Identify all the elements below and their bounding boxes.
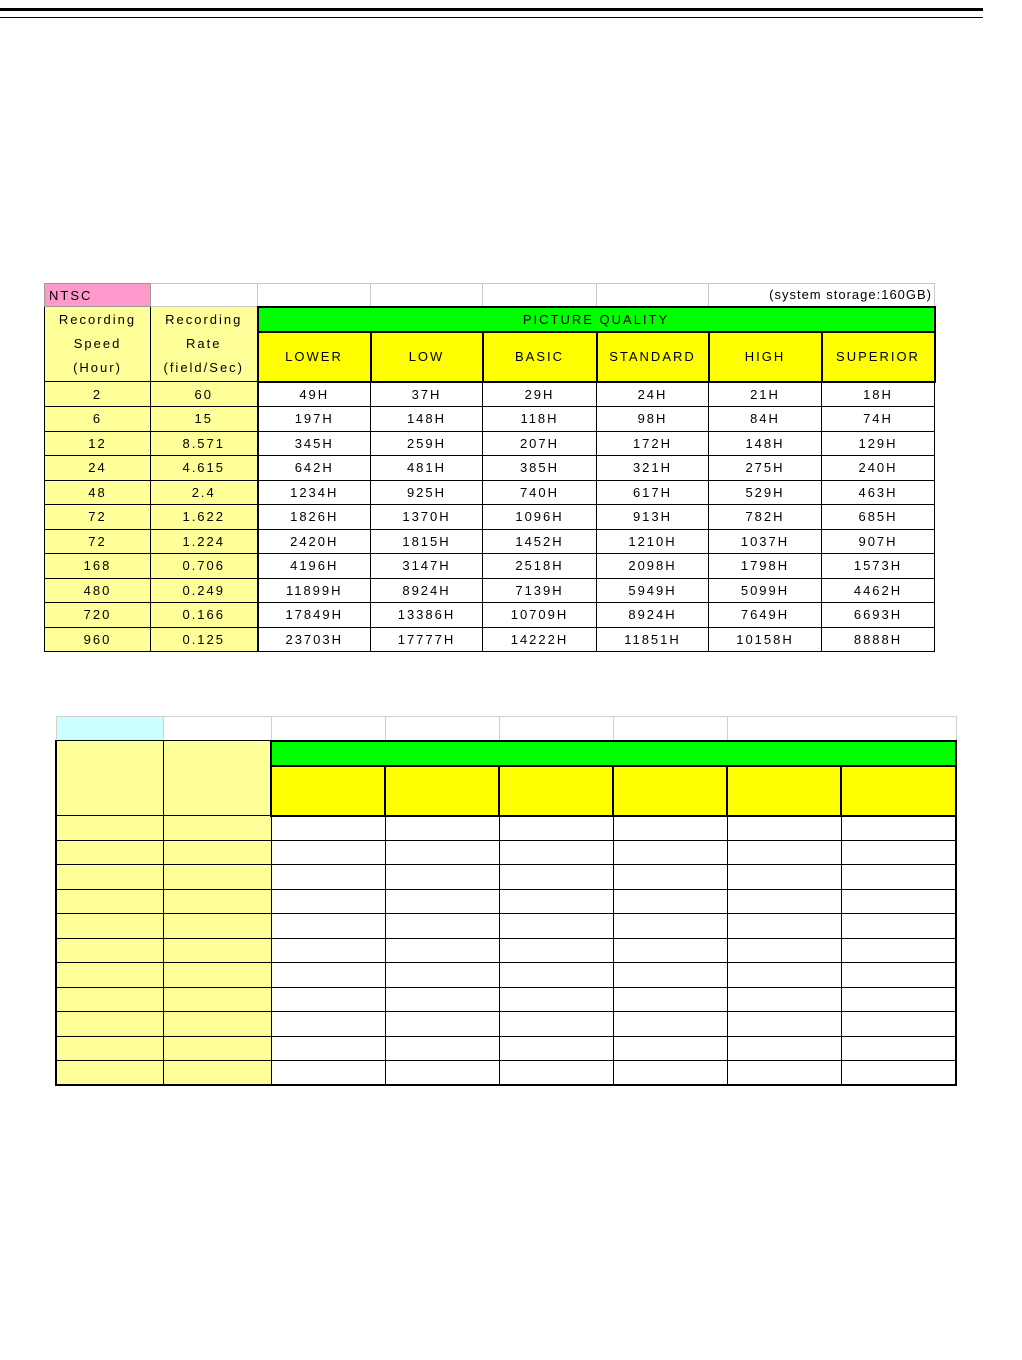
table-row (45, 554, 935, 579)
hours-cell-empty (385, 840, 499, 865)
table-row (56, 1036, 956, 1061)
hours-cell-empty (727, 914, 841, 939)
speed-cell: 480 (45, 578, 151, 603)
speed-cell: 2 (45, 382, 151, 407)
hours-cell-empty (727, 963, 841, 988)
hours-cell-empty (727, 840, 841, 865)
hours-cell-empty (841, 963, 956, 988)
hours-cell-empty (499, 938, 613, 963)
rate-cell-empty (163, 963, 271, 988)
hours-cell: 207H (483, 431, 597, 456)
hours-cell-empty (613, 1036, 727, 1061)
hours-cell: 5099H (709, 578, 822, 603)
hours-cell-empty (271, 987, 385, 1012)
hours-cell-empty (499, 889, 613, 914)
hours-cell-empty (613, 987, 727, 1012)
hours-cell: 907H (822, 529, 935, 554)
hours-cell: 172H (597, 431, 709, 456)
table-row (45, 431, 935, 456)
hours-cell-empty (499, 865, 613, 890)
speed-cell-empty (56, 816, 163, 841)
hours-cell-empty (499, 1061, 613, 1086)
hours-cell: 1798H (709, 554, 822, 579)
rate-header-empty (163, 741, 271, 816)
rate-cell: 60 (151, 382, 258, 407)
hours-cell: 617H (597, 480, 709, 505)
hours-cell: 4196H (258, 554, 371, 579)
speed-cell: 168 (45, 554, 151, 579)
region-label-cell-empty (56, 717, 163, 741)
hours-cell: 529H (709, 480, 822, 505)
hours-cell: 84H (709, 407, 822, 432)
table-row (56, 816, 956, 841)
quality-level-header-empty (727, 766, 841, 816)
hours-cell: 8888H (822, 627, 935, 652)
hours-cell-empty (727, 1012, 841, 1037)
hours-cell: 7649H (709, 603, 822, 628)
hours-cell-empty (385, 914, 499, 939)
hours-cell-empty (841, 1012, 956, 1037)
hours-cell: 1234H (258, 480, 371, 505)
rate-cell: 2.4 (151, 480, 258, 505)
hours-cell-empty (271, 963, 385, 988)
rate-cell-empty (163, 840, 271, 865)
speed-cell-empty (56, 987, 163, 1012)
rate-cell: 0.125 (151, 627, 258, 652)
hours-cell-empty (841, 889, 956, 914)
table-row (45, 529, 935, 554)
rate-cell-empty (163, 1012, 271, 1037)
rate-cell-empty (163, 938, 271, 963)
hours-cell: 685H (822, 505, 935, 530)
hours-cell: 21H (709, 382, 822, 407)
region-label: NTSC (45, 284, 151, 307)
hours-cell-empty (613, 963, 727, 988)
hours-cell: 2420H (258, 529, 371, 554)
hours-cell: 1037H (709, 529, 822, 554)
hours-cell-empty (613, 1012, 727, 1037)
table-row (56, 889, 956, 914)
hours-cell-empty (841, 914, 956, 939)
hours-cell-empty (499, 840, 613, 865)
hours-cell: 913H (597, 505, 709, 530)
quality-level-header: LOW (371, 332, 483, 382)
hours-cell: 98H (597, 407, 709, 432)
rate-cell: 4.615 (151, 456, 258, 481)
hours-cell: 29H (483, 382, 597, 407)
hours-cell-empty (841, 865, 956, 890)
table-row (56, 865, 956, 890)
quality-level-header-empty (271, 766, 385, 816)
table-row (45, 456, 935, 481)
hours-cell: 259H (371, 431, 483, 456)
hours-cell-empty (271, 840, 385, 865)
hours-cell: 642H (258, 456, 371, 481)
speed-cell: 6 (45, 407, 151, 432)
hours-cell: 8924H (597, 603, 709, 628)
hours-cell-empty (385, 987, 499, 1012)
quality-level-header: STANDARD (597, 332, 709, 382)
speed-header-empty (56, 741, 163, 816)
table-row (45, 505, 935, 530)
hours-cell-empty (613, 889, 727, 914)
rate-cell-empty (163, 914, 271, 939)
hours-cell: 148H (709, 431, 822, 456)
quality-level-header: HIGH (709, 332, 822, 382)
hours-cell-empty (613, 865, 727, 890)
hours-cell-empty (727, 889, 841, 914)
hours-cell-empty (727, 865, 841, 890)
hours-cell: 197H (258, 407, 371, 432)
hours-cell-empty (841, 816, 956, 841)
quality-level-header: LOWER (258, 332, 371, 382)
rate-cell: 15 (151, 407, 258, 432)
hours-cell-empty (271, 865, 385, 890)
speed-cell-empty (56, 865, 163, 890)
rate-header: Recording Rate (field/Sec) (151, 307, 258, 382)
hours-cell: 17777H (371, 627, 483, 652)
quality-level-header-empty (385, 766, 499, 816)
hours-cell: 740H (483, 480, 597, 505)
hours-cell: 1370H (371, 505, 483, 530)
hours-cell: 3147H (371, 554, 483, 579)
speed-cell-empty (56, 1012, 163, 1037)
speed-cell: 48 (45, 480, 151, 505)
speed-cell: 12 (45, 431, 151, 456)
hours-cell: 129H (822, 431, 935, 456)
hours-cell-empty (613, 938, 727, 963)
hours-cell-empty (499, 963, 613, 988)
hours-cell: 925H (371, 480, 483, 505)
hours-cell: 18H (822, 382, 935, 407)
speed-cell: 720 (45, 603, 151, 628)
hours-cell: 782H (709, 505, 822, 530)
hours-cell-empty (841, 1061, 956, 1086)
hours-cell: 17849H (258, 603, 371, 628)
quality-level-header-empty (613, 766, 727, 816)
speed-cell-empty (56, 963, 163, 988)
rate-cell: 1.622 (151, 505, 258, 530)
hours-cell: 14222H (483, 627, 597, 652)
hours-cell-empty (499, 1012, 613, 1037)
table-row (45, 480, 935, 505)
hours-cell-empty (385, 865, 499, 890)
hours-cell-empty (271, 914, 385, 939)
hours-cell: 11899H (258, 578, 371, 603)
speed-cell: 24 (45, 456, 151, 481)
rate-cell-empty (163, 889, 271, 914)
hours-cell: 118H (483, 407, 597, 432)
hours-cell-empty (727, 1061, 841, 1086)
hours-cell: 275H (709, 456, 822, 481)
hours-cell: 1452H (483, 529, 597, 554)
hours-cell: 1096H (483, 505, 597, 530)
hours-cell-empty (271, 889, 385, 914)
hours-cell-empty (271, 1061, 385, 1086)
picture-quality-header-empty (271, 741, 956, 766)
hours-cell: 1210H (597, 529, 709, 554)
rate-cell: 1.224 (151, 529, 258, 554)
hours-cell-empty (613, 840, 727, 865)
hours-cell: 1815H (371, 529, 483, 554)
hours-cell-empty (727, 938, 841, 963)
hours-cell: 24H (597, 382, 709, 407)
table-row (56, 1061, 956, 1086)
rate-cell: 0.706 (151, 554, 258, 579)
speed-cell-empty (56, 889, 163, 914)
hours-cell-empty (613, 914, 727, 939)
hours-cell: 37H (371, 382, 483, 407)
hours-cell-empty (727, 987, 841, 1012)
hours-cell-empty (385, 889, 499, 914)
hours-cell-empty (271, 1012, 385, 1037)
hours-cell-empty (499, 816, 613, 841)
hours-cell: 10158H (709, 627, 822, 652)
quality-level-header-empty (841, 766, 956, 816)
hours-cell-empty (385, 1036, 499, 1061)
rate-cell-empty (163, 1061, 271, 1086)
speed-cell-empty (56, 914, 163, 939)
hours-cell: 11851H (597, 627, 709, 652)
hours-cell: 385H (483, 456, 597, 481)
hours-cell: 2098H (597, 554, 709, 579)
hours-cell-empty (271, 1036, 385, 1061)
ntsc-recording-table (44, 283, 936, 652)
quality-level-header: BASIC (483, 332, 597, 382)
hours-cell-empty (385, 816, 499, 841)
hours-cell: 13386H (371, 603, 483, 628)
hours-cell-empty (727, 1036, 841, 1061)
speed-cell-empty (56, 1061, 163, 1086)
rate-cell-empty (163, 865, 271, 890)
hours-cell: 7139H (483, 578, 597, 603)
hours-cell: 148H (371, 407, 483, 432)
hours-cell-empty (271, 938, 385, 963)
hours-cell-empty (385, 1012, 499, 1037)
hours-cell-empty (841, 938, 956, 963)
hours-cell-empty (841, 1036, 956, 1061)
hours-cell-empty (385, 938, 499, 963)
speed-cell-empty (56, 840, 163, 865)
rate-cell: 8.571 (151, 431, 258, 456)
table-row (45, 407, 935, 432)
table-row (45, 578, 935, 603)
quality-level-header-empty (499, 766, 613, 816)
table-row (45, 603, 935, 628)
hours-cell: 49H (258, 382, 371, 407)
speed-cell-empty (56, 938, 163, 963)
rate-cell-empty (163, 987, 271, 1012)
hours-cell: 463H (822, 480, 935, 505)
hours-cell: 481H (371, 456, 483, 481)
speed-cell-empty (56, 1036, 163, 1061)
table-row (56, 914, 956, 939)
rate-cell-empty (163, 816, 271, 841)
speed-cell: 72 (45, 505, 151, 530)
hours-cell-empty (385, 963, 499, 988)
hours-cell-empty (727, 816, 841, 841)
table-row (45, 382, 935, 407)
hours-cell: 6693H (822, 603, 935, 628)
rate-cell: 0.166 (151, 603, 258, 628)
rate-cell: 0.249 (151, 578, 258, 603)
hours-cell-empty (499, 1036, 613, 1061)
speed-cell: 72 (45, 529, 151, 554)
table-row (56, 987, 956, 1012)
hours-cell: 1573H (822, 554, 935, 579)
rate-cell-empty (163, 1036, 271, 1061)
quality-level-header: SUPERIOR (822, 332, 935, 382)
hours-cell: 23703H (258, 627, 371, 652)
hours-cell: 4462H (822, 578, 935, 603)
hours-cell-empty (613, 816, 727, 841)
speed-header: Recording Speed (Hour) (45, 307, 151, 382)
hours-cell-empty (841, 987, 956, 1012)
hours-cell: 10709H (483, 603, 597, 628)
hours-cell: 1826H (258, 505, 371, 530)
hours-cell: 74H (822, 407, 935, 432)
hours-cell-empty (271, 816, 385, 841)
picture-quality-header: PICTURE QUALITY (258, 307, 935, 332)
top-rule-thick (0, 8, 983, 11)
table-row (56, 1012, 956, 1037)
hours-cell: 240H (822, 456, 935, 481)
table-row (45, 627, 935, 652)
hours-cell-empty (841, 840, 956, 865)
hours-cell: 5949H (597, 578, 709, 603)
hours-cell: 2518H (483, 554, 597, 579)
hours-cell: 321H (597, 456, 709, 481)
speed-cell: 960 (45, 627, 151, 652)
table-row (56, 840, 956, 865)
top-rule-thin (0, 17, 983, 18)
hours-cell-empty (499, 987, 613, 1012)
hours-cell-empty (385, 1061, 499, 1086)
table-row (56, 963, 956, 988)
storage-note: (system storage:160GB) (709, 284, 935, 307)
hours-cell: 8924H (371, 578, 483, 603)
hours-cell-empty (613, 1061, 727, 1086)
hours-cell-empty (499, 914, 613, 939)
hours-cell: 345H (258, 431, 371, 456)
blank-recording-table (55, 716, 957, 1086)
table-row (56, 938, 956, 963)
